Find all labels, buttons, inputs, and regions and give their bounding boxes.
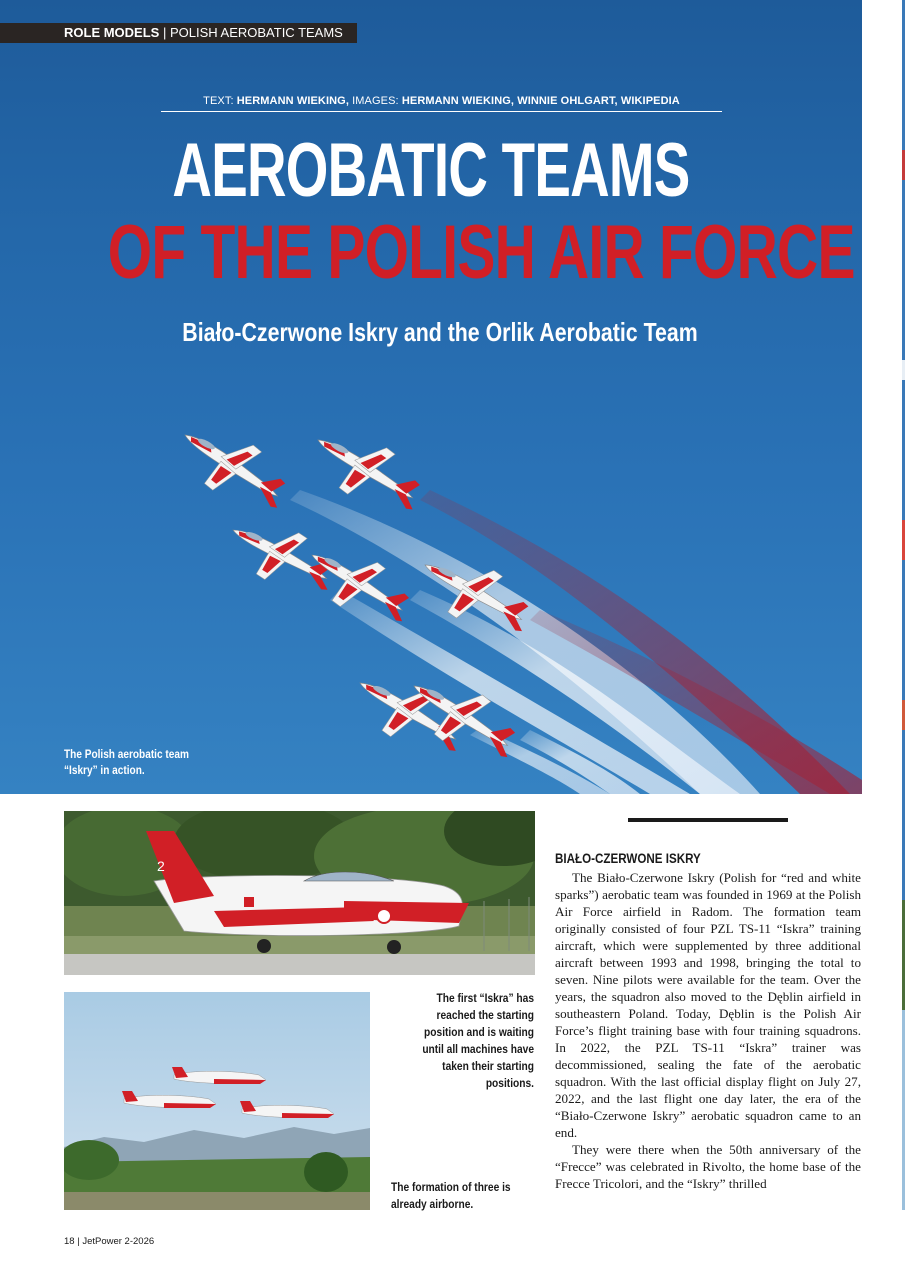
- hero-caption: [64, 746, 190, 778]
- section-tag-rest: POLISH AEROBATIC TEAMS: [169, 25, 343, 40]
- aircraft-number: 2: [157, 858, 165, 874]
- title-line-1: AEROBATIC TEAMS: [172, 128, 690, 213]
- section-heading: BIAŁO-CZERWONE ISKRY: [555, 851, 701, 866]
- page-folio: 18 | JetPower 2-2026: [64, 1236, 155, 1247]
- credits-images-authors: HERMANN WIEKING, WINNIE OHLGART, WIKIPEDIA: [401, 95, 680, 107]
- formation-scene: [64, 992, 370, 1210]
- photo-formation-airborne: [64, 992, 370, 1210]
- section-tag-separator: |: [159, 25, 170, 40]
- photo-jet-on-runway: [64, 811, 535, 975]
- section-tag-bold: ROLE MODELS: [64, 25, 160, 40]
- title-line-2: OF THE POLISH AIR FORCE: [107, 210, 855, 295]
- article-body: [555, 850, 861, 1192]
- caption-formation: The formation of three is already airborne.: [391, 1180, 511, 1211]
- hero-caption-line-1: The Polish aerobatic team: [64, 747, 189, 761]
- column-rule: [628, 818, 788, 822]
- paragraph-2: They were there when the 50th anniversary of the “Frecce” was celebrated in Rivolto, the home base of the Frecce Tricolori, and the “Iskry” thrilled: [555, 1142, 861, 1191]
- credits-images-label: IMAGES:: [348, 95, 402, 107]
- credits-text-label: TEXT:: [203, 95, 237, 107]
- paragraph-1: The Biało-Czerwone Iskry (Polish for “red and white sparks”) aerobatic team was founded in 1969 at the Polish Air Force airfield in Radom. The formation team originally consisted of four PZL TS-11 “Iskra” training aircraft, which were supplemented by three additional aircraft between 1993 and 1998, bringing the total to seven. Nine pilots were available for the team. Over the years, the squadron also moved to the Dęblin airfield in southeastern Poland. Today, Dęblin is the Polish Air Force’s flight training base with four training squadrons. In 2022, the PZL TS-11 “Iskra” trainer was decommissioned, sealing the fate of the aerobatic squadron. With the last official display flight on July 27, 2022, and the last flight one day later, the era of the “Biało-Czerwone Iskry” aerobatic squadron came to an end.: [555, 870, 861, 1140]
- caption-ground: The first “Iskra” has reached the starting position and is waiting until all machines have taken their starting positions.: [422, 991, 534, 1090]
- section-tag: [0, 23, 357, 43]
- hero-caption-line-2: “Iskry” in action.: [64, 763, 145, 777]
- runway-scene: [64, 811, 535, 975]
- article-credits: [161, 95, 722, 112]
- article-subtitle: Biało-Czerwone Iskry and the Orlik Aerobatic Team: [182, 317, 698, 347]
- credits-text-author: HERMANN WIEKING,: [236, 95, 349, 107]
